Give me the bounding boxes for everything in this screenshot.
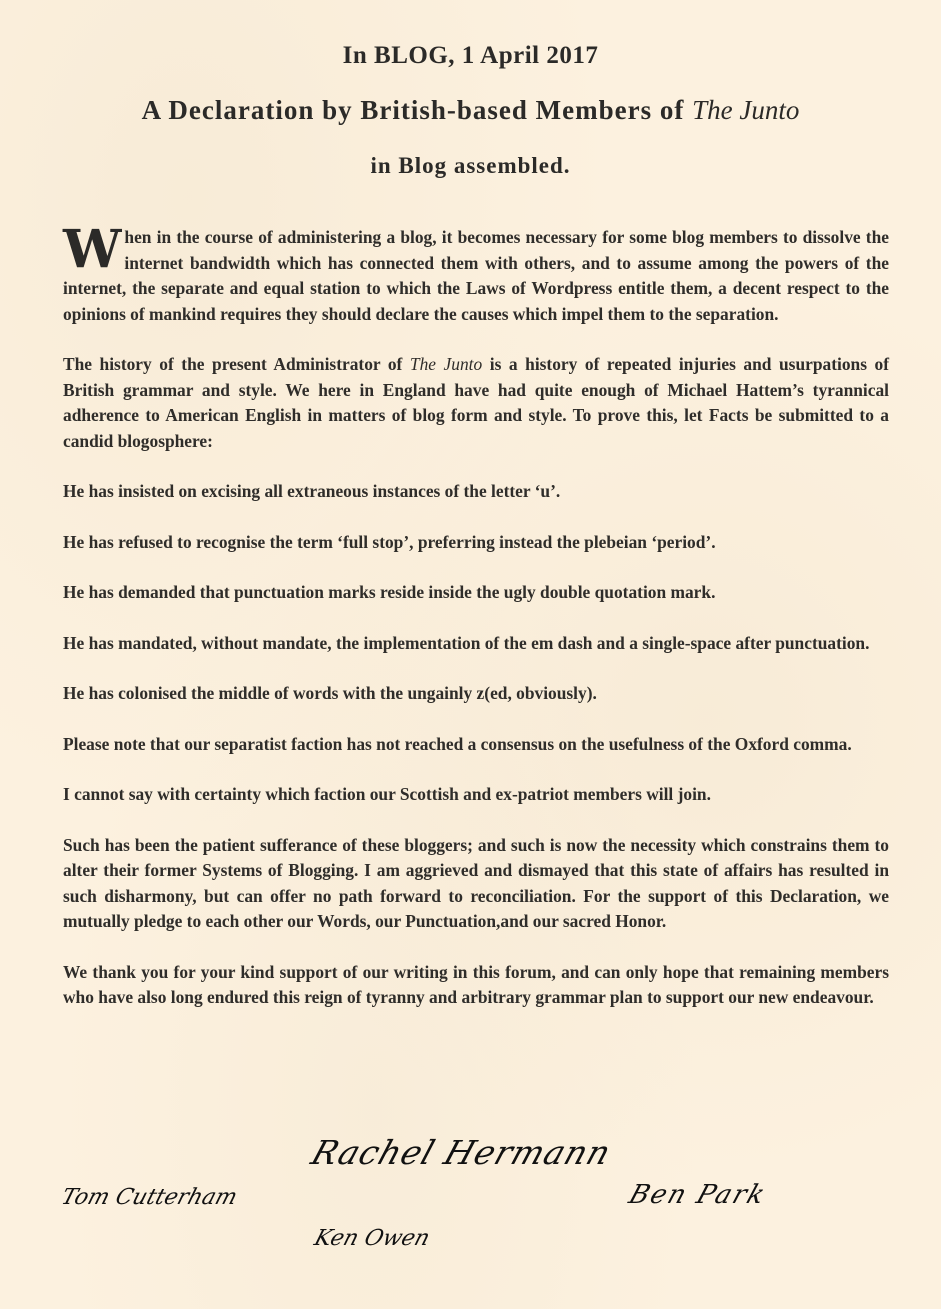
title-italic: The Junto	[692, 95, 800, 125]
title-text: A Declaration by British-based Members of	[141, 95, 693, 125]
history-italic: The Junto	[409, 354, 483, 374]
signature-rachel-hermann: Rachel Hermann	[306, 1133, 617, 1172]
grievance-z: He has colonised the middle of words with the ungainly z(ed, obviously).	[63, 683, 597, 703]
note-oxford-comma: Please note that our separatist faction has not reached a consensus on the usefulness of the Oxford comma.	[63, 733, 852, 754]
paragraph-preamble	[63, 219, 889, 327]
history-text-end: is a history of repeated injuries and usurpations of British grammar and style. We here in England have had quite enough of Michael Hattem’s tyrannical adherence to American English in matters of blog form and style. To prove this, let Facts be submitted to a candid blogosphere:	[63, 354, 889, 451]
signature-ben-park: Ben Park	[625, 1180, 771, 1210]
signature-tom-cutterham: Tom Cutterham	[58, 1185, 241, 1210]
grievance-full-stop: He has refused to recognise the term ‘full stop’, preferring instead the plebeian ‘period’.	[63, 531, 716, 552]
note-scottish: I cannot say with certainty which faction our Scottish and ex-patriot members will join.	[63, 784, 711, 804]
dateline: In BLOG, 1 April 2017	[342, 42, 599, 69]
declaration-body	[63, 219, 889, 1036]
grievance-quotation: He has demanded that punctuation marks reside inside the ugly double quotation mark.	[63, 582, 716, 602]
signature-ken-owen: Ken Owen	[311, 1226, 433, 1251]
paragraph-sufferance: Such has been the patient sufferance of these bloggers; and such is now the necessity which constrains them to alter their former Systems of Blogging. I am aggrieved and dismayed that this state of affairs has resulted in such disharmony, but can offer no path forward to reconciliation. For the support of this Declaration, we mutually pledge to each other our Words, our Punctuation,and our sacred Honor.	[63, 834, 889, 931]
grievance-u: He has insisted on excising all extraneous instances of the letter ‘u’.	[63, 481, 561, 501]
paragraph-thanks: We thank you for your kind support of our writing in this forum, and can only hope that remaining members who have also long endured this reign of tyranny and arbitrary grammar plan to support our new endeavour.	[63, 961, 889, 1007]
preamble-text: hen in the course of administering a blog, it becomes necessary for some blog members to dissolve the internet bandwidth which has connected them with others, and to assume among the powers of the internet, the separate and equal station to which the Laws of Wordpress entitle them, a decent respect to the opinions of mankind requires they should declare the causes which impel them to the separation.	[63, 227, 889, 324]
subtitle: in Blog assembled.	[370, 153, 571, 178]
grievance-em-dash: He has mandated, without mandate, the implementation of the em dash and a single-space after punctuation.	[63, 632, 870, 653]
history-text-start: The history of the present Administrator of	[63, 354, 410, 374]
paragraph-history	[63, 352, 889, 454]
page-title	[0, 93, 941, 127]
drop-cap: W	[63, 219, 122, 280]
